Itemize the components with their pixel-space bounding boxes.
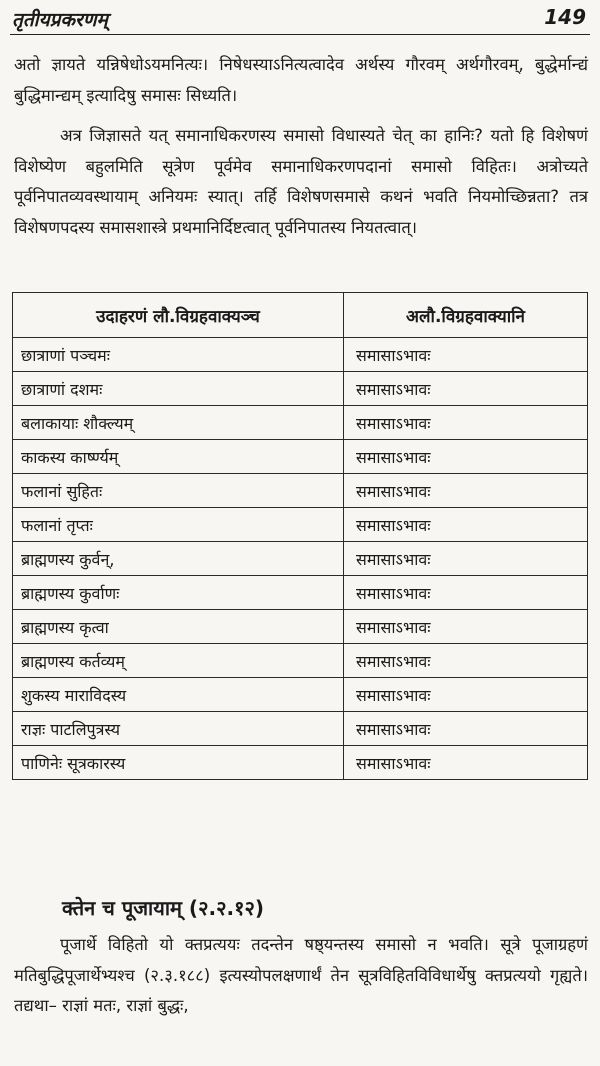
result-cell: समासाऽभावः <box>344 746 588 780</box>
result-cell: समासाऽभावः <box>344 576 588 610</box>
result-cell: समासाऽभावः <box>344 406 588 440</box>
column-header-examples: उदाहरणं लौ.विग्रहवाक्यञ्च <box>13 293 344 338</box>
example-cell: छात्राणां दशमः <box>13 372 344 406</box>
table-header-row <box>13 293 588 338</box>
table-row <box>13 542 588 576</box>
example-cell: ब्राह्मणस्य कुर्वन्, <box>13 542 344 576</box>
example-cell: शुकस्य माराविदस्य <box>13 678 344 712</box>
example-cell: फलानां तृप्तः <box>13 508 344 542</box>
result-cell: समासाऽभावः <box>344 542 588 576</box>
section-heading: क्तेन च पूजायाम् (२.२.१२) <box>62 896 265 920</box>
result-cell: समासाऽभावः <box>344 372 588 406</box>
table-row <box>13 644 588 678</box>
result-cell: समासाऽभावः <box>344 440 588 474</box>
running-header <box>10 0 590 35</box>
table-row <box>13 576 588 610</box>
result-cell: समासाऽभावः <box>344 678 588 712</box>
example-cell: पाणिनेः सूत्रकारस्य <box>13 746 344 780</box>
page-number: 149 <box>544 5 586 29</box>
example-cell: काकस्य कार्ष्ण्यम् <box>13 440 344 474</box>
example-cell: राज्ञः पाटलिपुत्रस्य <box>13 712 344 746</box>
section-paragraph: पूजार्थे विहितो यो क्तप्रत्ययः तदन्तेन षष्ठ्यन्तस्य समासो न भवति। सूत्रे पूजाग्रहणं मतिबुद्धिपूजार्थेभ्यश्च (२.३.१८८) इत्यस्योपलक्षणार्थं तेन सूत्रविहितविविधार्थेषु क्तप्रत्ययो गृह्यते। तद्यथा– राज्ञां मतः, राज्ञां बुद्धः, <box>14 935 588 1015</box>
chapter-title: तृतीयप्रकरणम् <box>12 9 108 31</box>
column-header-non-worldly: अलौ.विग्रहवाक्यानि <box>344 293 588 338</box>
example-cell: ब्राह्मणस्य कुर्वाणः <box>13 576 344 610</box>
paragraph-2: अत्र जिज्ञासते यत् समानाधिकरणस्य समासो विधास्यते चेत् का हानिः? यतो हि विशेषणं विशेष्येण बहुलमिति सूत्रेण पूर्वमेव समानाधिकरणपदानां समासो विहितः। अत्रोच्यते पूर्वनिपातव्यवस्थायाम् अनियमः स्यात्। तर्हि विशेषणसमासे कथनं भवति नियमोच्छिन्नता? तत्र विशेषणपदस्य समासशास्त्रे प्रथमानिर्दिष्टत्वात् पूर्वनिपातस्य नियतत्वात्। <box>14 126 588 237</box>
table-row <box>13 508 588 542</box>
result-cell: समासाऽभावः <box>344 474 588 508</box>
table-row <box>13 372 588 406</box>
table-row <box>13 678 588 712</box>
table-row <box>13 440 588 474</box>
example-cell: फलानां सुहितः <box>13 474 344 508</box>
table-row <box>13 474 588 508</box>
result-cell: समासाऽभावः <box>344 338 588 372</box>
result-cell: समासाऽभावः <box>344 644 588 678</box>
examples-table <box>12 292 588 780</box>
table-row <box>13 746 588 780</box>
table-row <box>13 338 588 372</box>
table-row <box>13 406 588 440</box>
table-row <box>13 712 588 746</box>
paragraph-1: अतो ज्ञायते यन्निषेधोऽयमनित्यः। निषेधस्याऽनित्यत्वादेव अर्थस्य गौरवम् अर्थगौरवम्, बुद्धेर्मान्द्यं बुद्धिमान्द्यम् इत्यादिषु समासः सिध्यति। <box>14 55 588 105</box>
example-cell: छात्राणां पञ्चमः <box>13 338 344 372</box>
example-cell: ब्राह्मणस्य कर्तव्यम् <box>13 644 344 678</box>
result-cell: समासाऽभावः <box>344 508 588 542</box>
example-cell: बलाकायाः शौक्ल्यम् <box>13 406 344 440</box>
example-cell: ब्राह्मणस्य कृत्वा <box>13 610 344 644</box>
result-cell: समासाऽभावः <box>344 712 588 746</box>
result-cell: समासाऽभावः <box>344 610 588 644</box>
table-row <box>13 610 588 644</box>
